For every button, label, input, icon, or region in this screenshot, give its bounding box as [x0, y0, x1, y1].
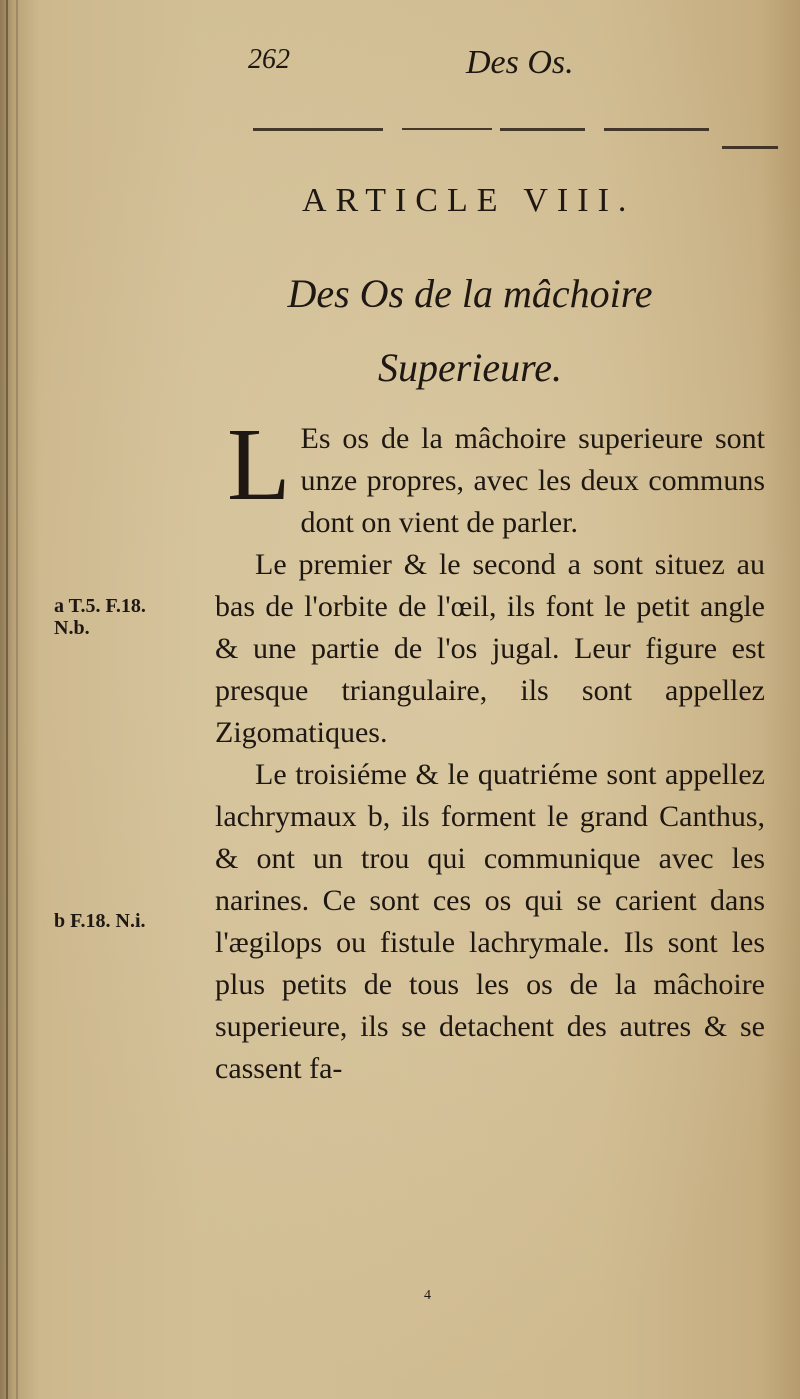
page-header: [230, 44, 650, 94]
section-title-line-1: Des Os de la mâchoire: [287, 271, 653, 316]
ornamental-rule: [722, 146, 778, 149]
paragraph: Le premier & le second a sont situez au bas de l'orbite de l'œil, ils font le petit angle & une partie de l'os jugal. Leur figure est presque triangulaire, ils sont appellez Zigomatiques.: [215, 548, 765, 749]
paragraph: Le troisiéme & le quatriéme sont appellez lachrymaux b, ils forment le grand Canthus, & ont un trou qui communique avec les narines. Ce sont ces os qui se carient dans l'ægilops ou fistule lachrymale. Ils sont les plus petits de tous les os de la mâchoire superieure, ils se detachent des autres & se cassent fa-: [215, 758, 765, 1085]
body-text: [215, 407, 765, 1090]
margin-note-b: [54, 910, 146, 932]
paragraph: Es os de la mâchoire superieure sont unze propres, avec les deux communs dont on vient de parler.: [300, 422, 765, 539]
ornamental-rule: [500, 128, 585, 131]
ornamental-rule: [253, 128, 383, 131]
binding-gutter-line: [6, 0, 8, 1399]
running-head: Des Os.: [466, 44, 574, 81]
ornamental-rule: [402, 128, 492, 130]
binding-gutter-line: [16, 0, 18, 1399]
drop-cap: L: [227, 407, 291, 522]
footer-mark: 4: [424, 1288, 431, 1303]
margin-note-line: a T.5. F.18.: [54, 595, 146, 617]
section-title-line-2: Superieure.: [377, 345, 563, 390]
margin-note-a: [54, 595, 146, 639]
margin-note-line: N.b.: [54, 617, 90, 639]
article-heading: ARTICLE VIII.: [302, 182, 636, 219]
page-number: 262: [248, 44, 290, 75]
ornamental-rule: [604, 128, 709, 131]
margin-note-line: b F.18. N.i.: [54, 910, 146, 932]
